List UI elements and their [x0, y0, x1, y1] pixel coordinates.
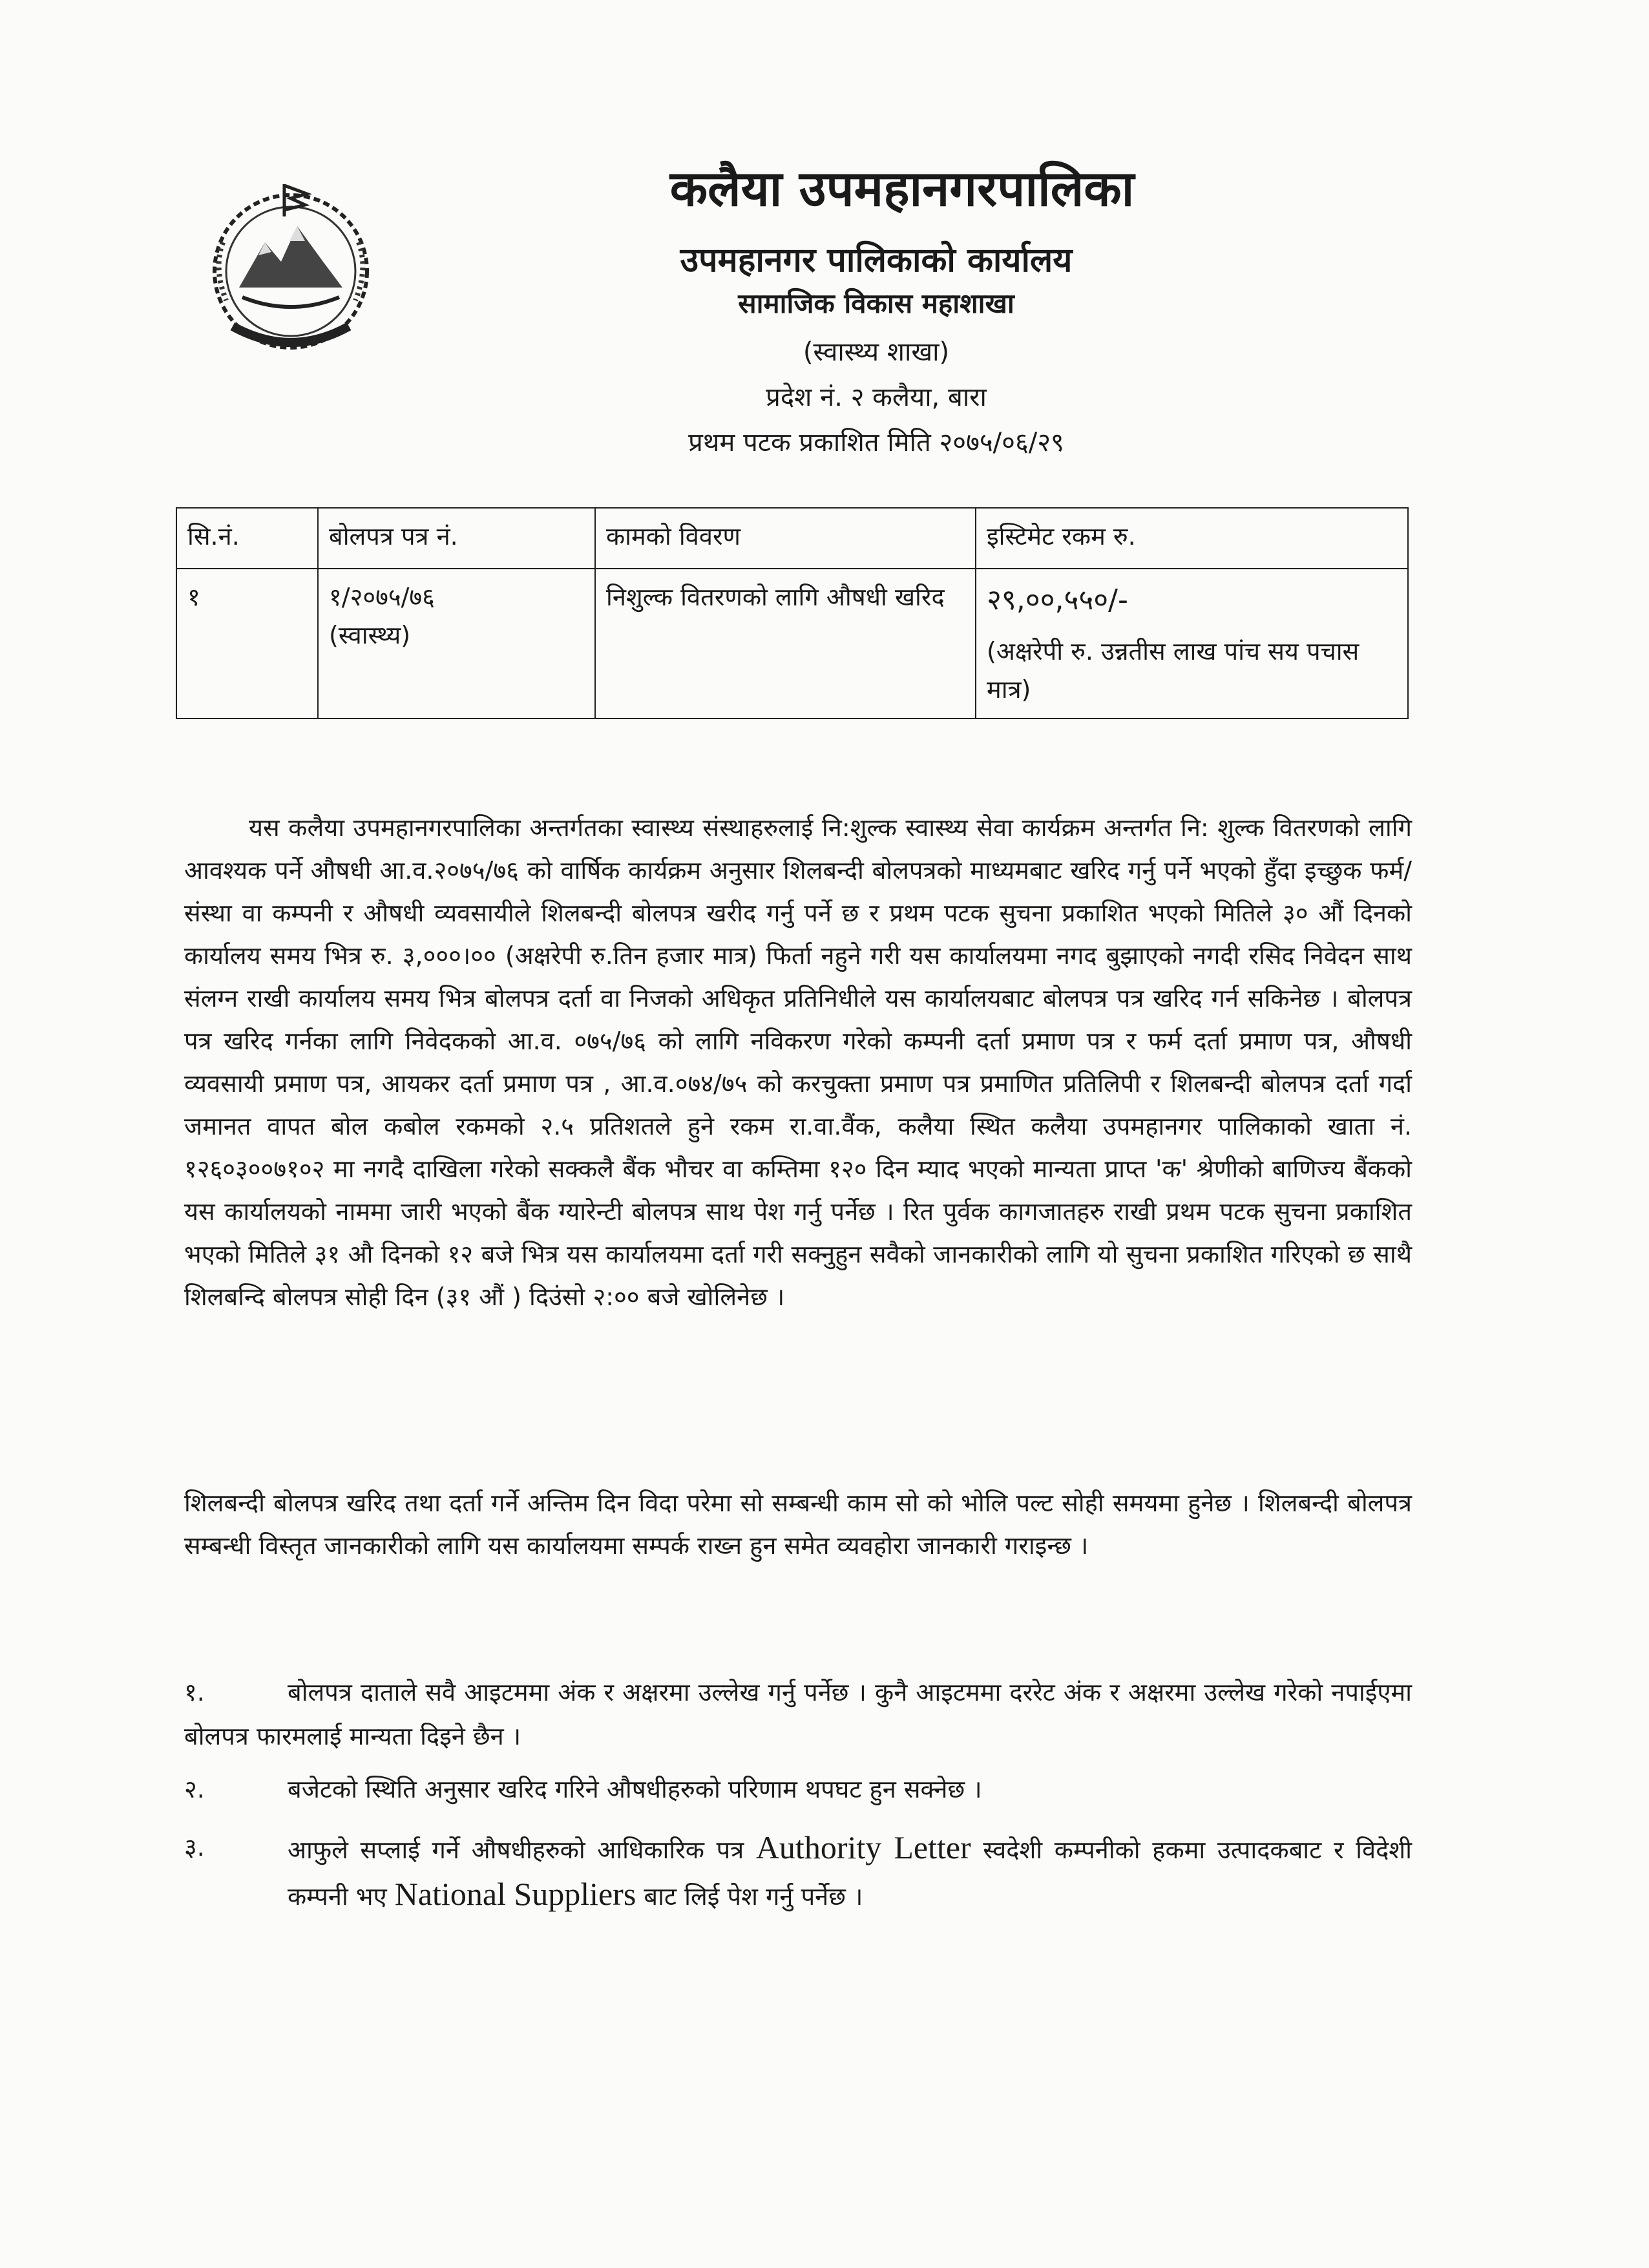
bid-number: १/२०७५/७६: [329, 583, 435, 611]
list-text-part: बाट लिई पेश गर्नु पर्नेछ ।: [644, 1882, 863, 1911]
municipality-title: कलैया उपमहानगरपालिका: [669, 160, 1135, 217]
bid-category: (स्वास्थ्य): [329, 620, 411, 649]
division-name: सामाजिक विकास महाशाखा: [738, 288, 1014, 319]
serial-number: १: [176, 569, 318, 719]
column-header: कामको विवरण: [595, 508, 976, 569]
list-number: ३.: [184, 1833, 205, 1862]
national-suppliers-term: National Suppliers: [394, 1876, 636, 1912]
list-text: बोलपत्र दाताले सवै आइटममा अंक र अक्षरमा उल्लेख गर्नु पर्नेछ । कुनै आइटममा दररेट अंक र अक्षरमा उल्लेख गरेको नपाईएमा बोलपत्र फारमलाई मान्यता दिइने छैन ।: [184, 1678, 1412, 1750]
list-item: [184, 1825, 1412, 1918]
notice-paragraph-main: यस कलैया उपमहानगरपालिका अन्तर्गतका स्वास्थ्य संस्थाहरुलाई नि:शुल्क स्वास्थ्य सेवा कार्यक्रम अन्तर्गत नि: शुल्क वितरणको लागि आवश्यक पर्ने औषधी आ.व.२०७५/७६ को वार्षिक कार्यक्रम अनुसार शिलबन्दी बोलपत्रको माध्यमबाट खरिद गर्नु पर्ने भएको हुँदा इच्छुक फर्म/संस्था वा कम्पनी र औषधी व्यवसायीले शिलबन्दी बोलपत्र खरीद गर्नु पर्ने छ र प्रथम पटक सुचना प्रकाशित भएको मितिले ३० औं दिनको कार्यालय समय भित्र रु. ३,०००।०० (अक्षरेपी रु.तिन हजार मात्र) फिर्ता नहुने गरी यस कार्यालयमा नगद बुझाएको नगदी रसिद निवेदन साथ संलग्न राखी कार्यालय समय भित्र बोलपत्र दर्ता वा निजको अधिकृत प्रतिनिधीले यस कार्यालयबाट बोलपत्र पत्र खरिद गर्न सकिनेछ । बोलपत्र पत्र खरिद गर्नका लागि निवेदकको आ.व. ०७५/७६ को लागि नविकरण गरेको कम्पनी दर्ता प्रमाण पत्र र फर्म दर्ता प्रमाण पत्र, औषधी व्यवसायी प्रमाण पत्र, आयकर दर्ता प्रमाण पत्र , आ.व.०७४/७५ को करचुक्ता प्रमाण पत्र प्रमाणित प्रतिलिपी र शिलबन्दी बोलपत्र दर्ता गर्दा जमानत वापत बोल कबोल रकमको २.५ प्रतिशतले हुने रकम रा.वा.वैंक, कलैया स्थित कलैया उपमहानगर पालिकाको खाता नं. १२६०३००७१०२ मा नगदै दाखिला गरेको सक्कलै बैंक भौचर वा कम्तिमा १२० दिन म्याद भएको मान्यता प्राप्त 'क' श्रेणीको बाणिज्य बैंकको यस कार्यालयको नाममा जारी भएको बैंक ग्यारेन्टी बोलपत्र साथ पेश गर्नु पर्नेछ । रित पुर्वक कागजातहरु राखी प्रथम पटक सुचना प्रकाशित भएको मितिले ३१ औ दिनको १२ बजे भित्र यस कार्यालयमा दर्ता गरी सक्नुहुन सवैको जानकारीको लागि यो सुचना प्रकाशित गरिएको छ साथै शिलबन्दि बोलपत्र सोही दिन (३१ औं ) दिउंसो २:०० बजे खोलिनेछ ।: [184, 814, 1412, 1311]
column-header: सि.नं.: [176, 508, 318, 569]
column-header: बोलपत्र पत्र नं.: [318, 508, 595, 569]
estimate-amount: २९,००,५५०/-: [987, 583, 1128, 616]
list-text-part: स्वदेशी कम्पनीको हकमा उत्पादकबाट र विदेशी कम्पनी भए: [288, 1836, 1412, 1911]
bid-number-cell: [318, 569, 595, 719]
office-name: उपमहानगर पालिकाको कार्यालय: [680, 241, 1073, 280]
section-name: (स्वास्थ्य शाखा): [803, 337, 950, 367]
list-number: १.: [184, 1678, 205, 1706]
list-item: [184, 1767, 1412, 1811]
list-number: २.: [184, 1775, 205, 1803]
authority-letter-term: Authority Letter: [755, 1829, 971, 1865]
address: प्रदेश नं. २ कलैया, बारा: [766, 383, 987, 412]
table-row: [176, 569, 1408, 719]
tender-table: [176, 507, 1409, 719]
list-text-part: आफुले सप्लाई गर्ने औषधीहरुको आधिकारिक पत्र: [288, 1836, 744, 1864]
list-item: [184, 1670, 1412, 1758]
notice-paragraph-deadline: शिलबन्दी बोलपत्र खरिद तथा दर्ता गर्ने अन्तिम दिन विदा परेमा सो सम्बन्धी काम सो को भोलि पल्ट सोही समयमा हुनेछ । शिलबन्दी बोलपत्र सम्बन्धी विस्तृत जानकारीको लागि यस कार्यालयमा सम्पर्क राख्न हुन समेत व्यवहोरा जानकारी गराइन्छ ।: [184, 1489, 1412, 1560]
column-header: इस्टिमेट रकम रु.: [976, 508, 1408, 569]
list-text: [184, 1825, 1412, 1918]
estimate-cell: [976, 569, 1408, 719]
table-header-row: [176, 508, 1408, 569]
list-text: बजेटको स्थिति अनुसार खरिद गरिने औषधीहरुको परिणाम थपघट हुन सक्नेछ ।: [288, 1775, 982, 1803]
published-date: प्रथम पटक प्रकाशित मिति २०७५/०६/२९: [688, 428, 1064, 457]
work-description: निशुल्क वितरणको लागि औषधी खरिद: [595, 569, 976, 719]
estimate-amount-words: (अक्षरेपी रु. उन्नतीस लाख पांच सय पचास मात्र): [987, 637, 1360, 704]
